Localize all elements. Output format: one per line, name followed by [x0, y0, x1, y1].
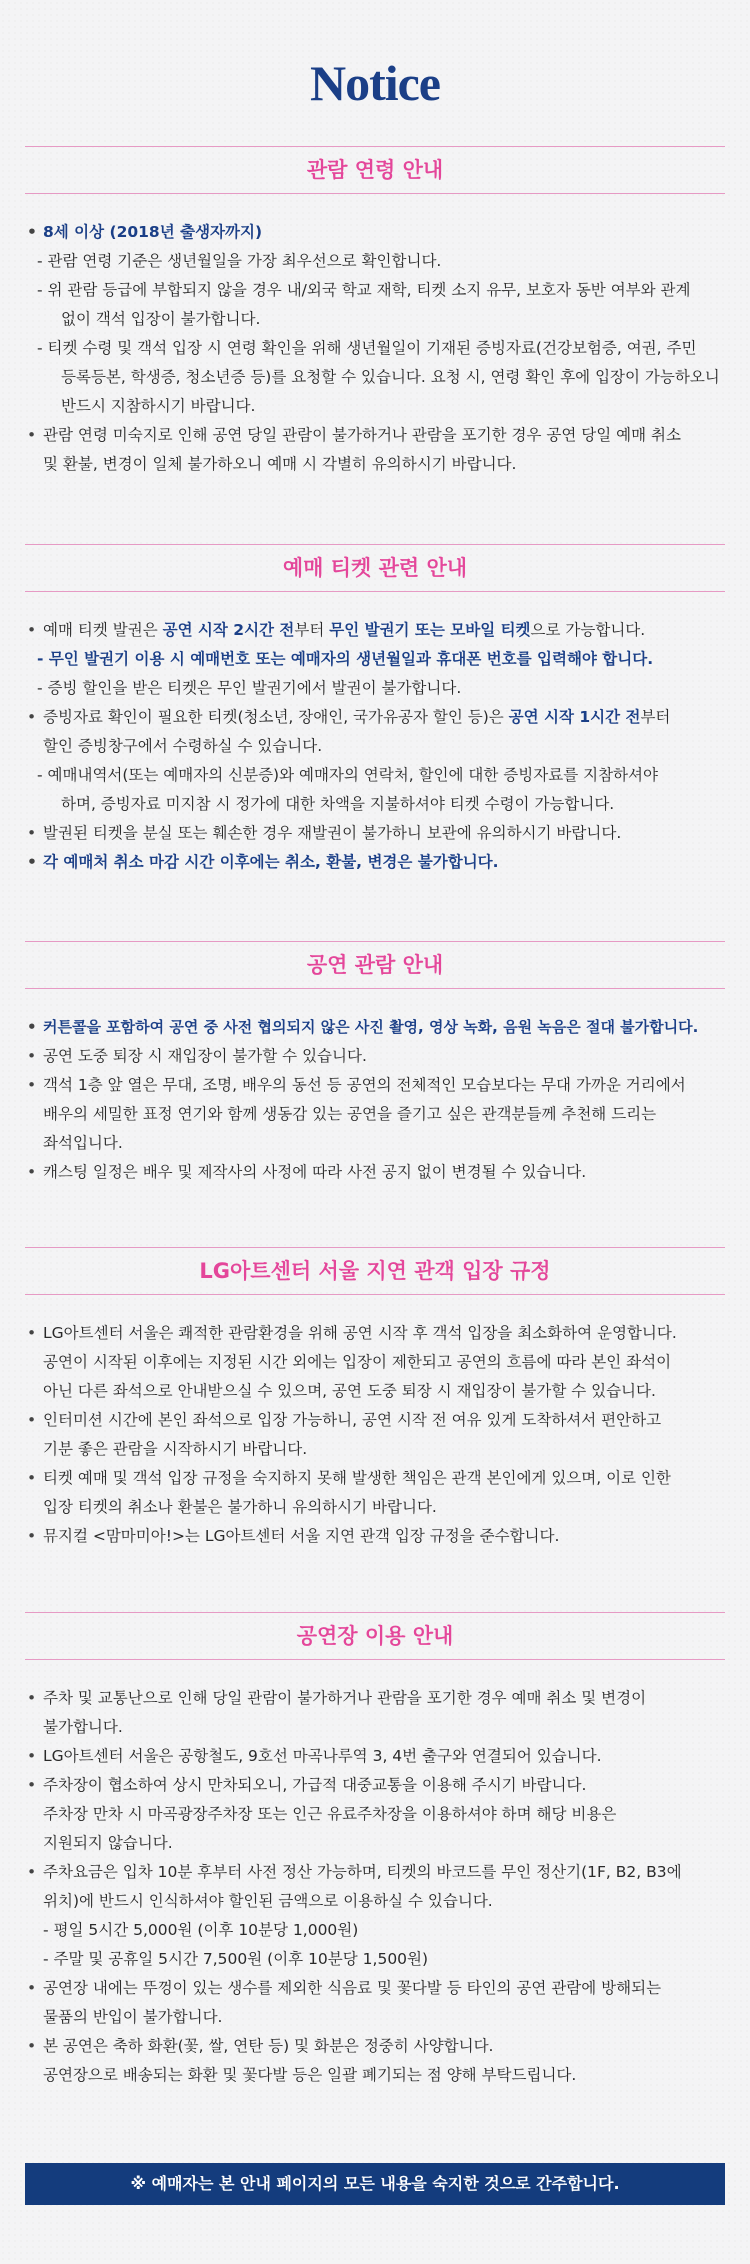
list-item: • LG아트센터 서울은 쾌적한 관람환경을 위해 공연 시작 후 객석 입장을 최소화하여 운영합니다. — [25, 1319, 725, 1348]
section-viewing — [25, 941, 725, 1187]
list-item: • 객석 1층 앞 열은 무대, 조명, 배우의 동선 등 공연의 전체적인 모습보다는 무대 가까운 거리에서 — [25, 1071, 725, 1100]
list-item: 주차장 만차 시 마곡광장주차장 또는 인근 유료주차장을 이용하셔야 하며 해당 비용은 — [43, 1805, 617, 1823]
list-item: • 뮤지컬 <맘마미아!>는 LG아트센터 서울 지연 관객 입장 규정을 준수합니다. — [25, 1522, 725, 1551]
list-item: 아닌 다른 좌석으로 안내받으실 수 있으며, 공연 도중 퇴장 시 재입장이 불가할 수 있습니다. — [43, 1382, 656, 1400]
list-item: 공연이 시작된 이후에는 지정된 시간 외에는 입장이 제한되고 공연의 흐름에 따라 본인 좌석이 — [43, 1353, 672, 1371]
list-item: - 평일 5시간 5,000원 (이후 10분당 1,000원) — [43, 1921, 359, 1939]
list-item: • 캐스팅 일정은 배우 및 제작사의 사정에 따라 사전 공지 없이 변경될 수 있습니다. — [25, 1158, 725, 1187]
list-item: • 공연장 내에는 뚜껑이 있는 생수를 제외한 식음료 및 꽃다발 등 타인의 공연 관람에 방해되는 — [25, 1974, 725, 2003]
list-item: 반드시 지참하시기 바랍니다. — [61, 397, 256, 415]
list-item: 배우의 세밀한 표정 연기와 함께 생동감 있는 공연을 즐기고 싶은 관객분들께 추천해 드리는 — [43, 1105, 657, 1123]
list-item: • 주차장이 협소하여 상시 만차되오니, 가급적 대중교통을 이용해 주시기 바랍니다. — [25, 1771, 725, 1800]
section-age — [25, 146, 725, 479]
list-item: • 공연 도중 퇴장 시 재입장이 불가할 수 있습니다. — [25, 1042, 725, 1071]
list-item: 불가합니다. — [43, 1718, 123, 1736]
list-item: • LG아트센터 서울은 공항철도, 9호선 마곡나루역 3, 4번 출구와 연결되어 있습니다. — [25, 1742, 725, 1771]
list-item: • 주차 및 교통난으로 인해 당일 관람이 불가하거나 관람을 포기한 경우 예매 취소 및 변경이 — [25, 1684, 725, 1713]
list-item: - 무인 발권기 이용 시 예매번호 또는 예매자의 생년월일과 휴대폰 번호를 입력해야 합니다. — [37, 650, 654, 668]
list-item: 지원되지 않습니다. — [43, 1834, 173, 1852]
section-ticket — [25, 544, 725, 877]
section-late-entry — [25, 1247, 725, 1551]
list-item: - 티켓 수령 및 객석 입장 시 연령 확인을 위해 생년월일이 기재된 증빙자료(건강보험증, 여권, 주민 — [37, 339, 697, 357]
list-item: 없이 객석 입장이 불가합니다. — [61, 310, 261, 328]
section-heading: 공연장 이용 안내 — [25, 1612, 725, 1660]
list-item: 좌석입니다. — [43, 1134, 123, 1152]
list-item: • 인터미션 시간에 본인 좌석으로 입장 가능하니, 공연 시작 전 여유 있게 도착하셔서 편안하고 — [25, 1406, 725, 1435]
list-item: 하며, 증빙자료 미지참 시 정가에 대한 차액을 지불하셔야 티켓 수령이 가능합니다. — [61, 795, 615, 813]
list-item: 기분 좋은 관람을 시작하시기 바랍니다. — [43, 1440, 308, 1458]
list-item: • 예매 티켓 발권은 공연 시작 2시간 전부터 무인 발권기 또는 모바일 티켓으로 가능합니다. — [25, 616, 725, 645]
list-item: 등록등본, 학생증, 청소년증 등)를 요청할 수 있습니다. 요청 시, 연령 확인 후에 입장이 가능하오니 — [61, 368, 720, 386]
page-title: Notice — [309, 55, 441, 111]
section-heading: 관람 연령 안내 — [25, 146, 725, 194]
list-item: 및 환불, 변경이 일체 불가하오니 예매 시 각별히 유의하시기 바랍니다. — [43, 455, 517, 473]
footer-notice: ※ 예매자는 본 안내 페이지의 모든 내용을 숙지한 것으로 간주합니다. — [25, 2163, 725, 2205]
list-item: 공연장으로 배송되는 화환 및 꽃다발 등은 일괄 폐기되는 점 양해 부탁드립니다. — [43, 2066, 577, 2084]
section-heading: 예매 티켓 관련 안내 — [25, 544, 725, 592]
list-item: - 예매내역서(또는 예매자의 신분증)와 예매자의 연락처, 할인에 대한 증빙자료를 지참하셔야 — [37, 766, 658, 784]
list-item: • 8세 이상 (2018년 출생자까지) — [25, 218, 725, 247]
list-item: - 증빙 할인을 받은 티켓은 무인 발권기에서 발권이 불가합니다. — [37, 679, 462, 697]
section-venue — [25, 1612, 725, 2090]
list-item: • 주차요금은 입차 10분 후부터 사전 정산 가능하며, 티켓의 바코드를 무인 정산기(1F, B2, B3에 — [25, 1858, 725, 1887]
list-item: • 본 공연은 축하 화환(꽃, 쌀, 연탄 등) 및 화분은 정중히 사양합니다. — [25, 2032, 725, 2061]
list-item: 입장 티켓의 취소나 환불은 불가하니 유의하시기 바랍니다. — [43, 1498, 437, 1516]
list-item: - 주말 및 공휴일 5시간 7,500원 (이후 10분당 1,500원) — [43, 1950, 429, 1968]
list-item: 위치)에 반드시 인식하셔야 할인된 금액으로 이용하실 수 있습니다. — [43, 1892, 493, 1910]
list-item: • 관람 연령 미숙지로 인해 공연 당일 관람이 불가하거나 관람을 포기한 경우 공연 당일 예매 취소 — [25, 421, 725, 450]
list-item: • 발권된 티켓을 분실 또는 훼손한 경우 재발권이 불가하니 보관에 유의하시기 바랍니다. — [25, 819, 725, 848]
list-item: 물품의 반입이 불가합니다. — [43, 2008, 223, 2026]
section-heading: LG아트센터 서울 지연 관객 입장 규정 — [25, 1247, 725, 1295]
list-item: • 커튼콜을 포함하여 공연 중 사전 협의되지 않은 사진 촬영, 영상 녹화, 음원 녹음은 절대 불가합니다. — [25, 1013, 725, 1042]
section-heading: 공연 관람 안내 — [25, 941, 725, 989]
list-item: • 증빙자료 확인이 필요한 티켓(청소년, 장애인, 국가유공자 할인 등)은 공연 시작 1시간 전부터 — [25, 703, 725, 732]
list-item: • 각 예매처 취소 마감 시간 이후에는 취소, 환불, 변경은 불가합니다. — [25, 848, 725, 877]
list-item: - 위 관람 등급에 부합되지 않을 경우 내/외국 학교 재학, 티켓 소지 유무, 보호자 동반 여부와 관계 — [37, 281, 691, 299]
list-item: 할인 증빙창구에서 수령하실 수 있습니다. — [43, 737, 323, 755]
list-item: • 티켓 예매 및 객석 입장 규정을 숙지하지 못해 발생한 책임은 관객 본인에게 있으며, 이로 인한 — [25, 1464, 725, 1493]
list-item: - 관람 연령 기준은 생년월일을 가장 최우선으로 확인합니다. — [37, 252, 442, 270]
